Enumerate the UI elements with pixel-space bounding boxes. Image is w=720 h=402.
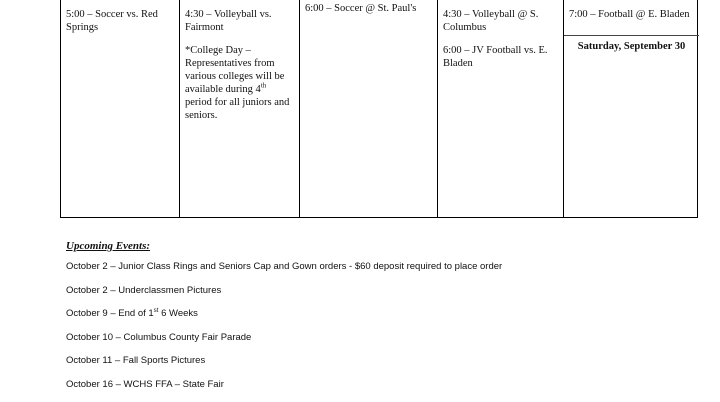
event-item: October 2 – Underclassmen Pictures xyxy=(66,284,222,296)
upcoming-events-heading: Upcoming Events: xyxy=(66,240,151,252)
event-item: October 16 – WCHS FFA – State Fair xyxy=(66,378,224,390)
event-line: 6:00 – Soccer @ St. Paul's xyxy=(305,3,417,14)
schedule-table xyxy=(60,0,698,218)
day-cell-5 xyxy=(564,0,699,217)
event-line: 5:00 – Soccer vs. Red Springs xyxy=(66,9,158,33)
event-item: October 11 – Fall Sports Pictures xyxy=(66,355,206,366)
event-line: 7:00 – Football @ E. Bladen xyxy=(569,9,690,20)
event-line: 6:00 – JV Football vs. E. Bladen xyxy=(443,45,548,69)
event-item: October 9 – End of 1st 6 Weeks xyxy=(66,306,198,319)
event-line: 4:30 – Volleyball vs. Fairmont xyxy=(185,9,272,33)
day-cell-3 xyxy=(300,0,437,217)
event-line: 4:30 – Volleyball @ S. Columbus xyxy=(443,9,539,33)
event-item: October 2 – Junior Class Rings and Seniors Cap and Gown orders - $60 deposit required to place order xyxy=(66,261,503,272)
event-item: October 10 – Columbus County Fair Parade xyxy=(66,331,252,343)
upcoming-events xyxy=(66,240,686,402)
saturday-heading: Saturday, September 30 xyxy=(564,35,699,53)
day-cell-4 xyxy=(438,0,563,217)
college-day-note: *College Day – Representatives from various colleges will be available during 4th period for all juniors and seniors. xyxy=(185,45,290,121)
day-cell-1 xyxy=(61,0,179,217)
day-cell-2 xyxy=(180,0,299,217)
